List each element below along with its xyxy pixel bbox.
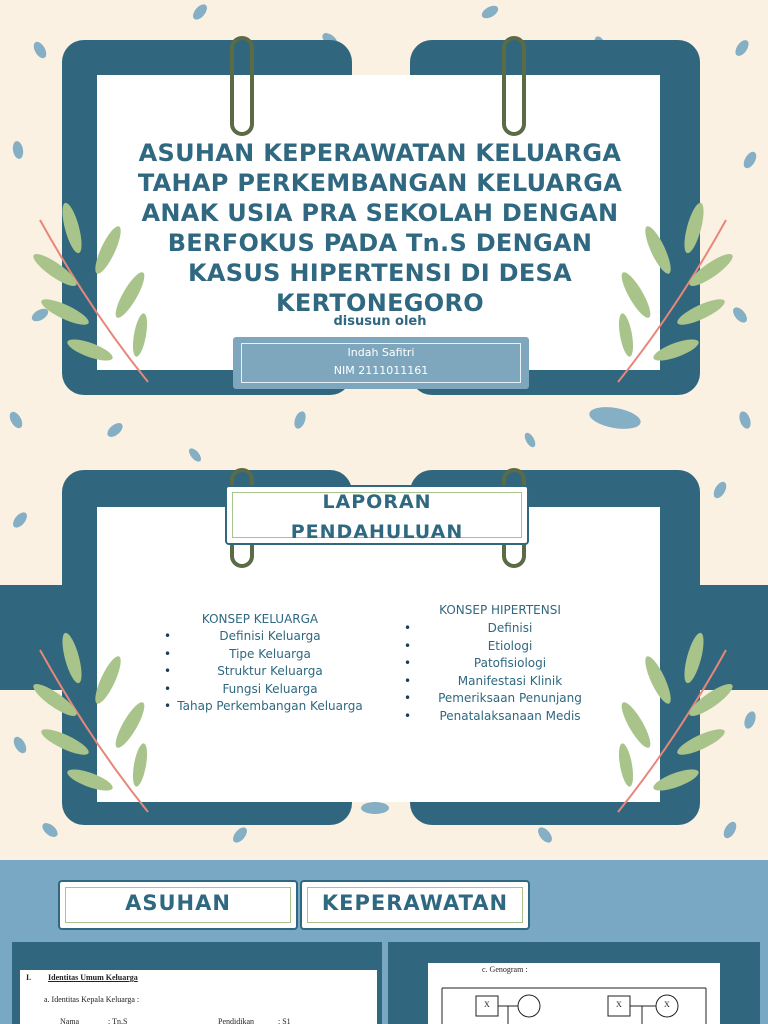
- left-column-list: [160, 628, 380, 716]
- intro-label-box: [225, 485, 529, 545]
- leaf-branch-right-icon: [606, 630, 736, 820]
- right-column-title: KONSEP HIPERTENSI: [439, 603, 561, 617]
- list-item: • Patofisiologi: [400, 655, 620, 673]
- list-item: • Tahap Perkembangan Keluarga: [160, 698, 380, 716]
- genogram-x-mark: X: [616, 1000, 622, 1009]
- care-label-left: ASUHAN: [58, 880, 298, 930]
- right-column-list: [400, 620, 620, 726]
- leaf-branch-left-icon: [30, 630, 160, 820]
- author-nim: NIM 2111011161: [333, 364, 429, 377]
- list-item: • Penatalaksanaan Medis: [400, 708, 620, 726]
- binder-ring-left: [230, 36, 254, 136]
- left-column-title: KONSEP KELUARGA: [201, 612, 319, 626]
- list-item: • Etiologi: [400, 638, 620, 656]
- intro-label-line2: PENDAHULUAN: [290, 521, 464, 543]
- list-item: • Definisi: [400, 620, 620, 638]
- list-item: • Fungsi Keluarga: [160, 681, 380, 699]
- intro-label-line1: LAPORAN: [322, 491, 432, 513]
- list-item: • Struktur Keluarga: [160, 663, 380, 681]
- binder-ring-right: [502, 36, 526, 136]
- leaf-branch-left-icon: [30, 200, 160, 390]
- list-item: • Pemeriksaan Penunjang: [400, 690, 620, 708]
- list-item: • Tipe Keluarga: [160, 646, 380, 664]
- genogram-x-mark: X: [484, 1000, 490, 1009]
- list-item: • Definisi Keluarga: [160, 628, 380, 646]
- author-box: [233, 337, 529, 389]
- document-page-left: I. Identitas Umum Keluarga a. Identitas Kepala Keluarga : Nama : Tn.S Pendidikan : S1: [20, 970, 377, 1024]
- list-item: • Manifestasi Klinik: [400, 673, 620, 691]
- leaf-branch-right-icon: [606, 200, 736, 390]
- cover-title: ASUHAN KEPERAWATAN KELUARGA TAHAP PERKEMBANGAN KELUARGA ANAK USIA PRA SEKOLAH DENGAN BERFOKUS PADA Tn.S DENGAN KASUS HIPERTENSI DI DESA KERTONEGORO: [137, 139, 623, 317]
- cover-subtitle: disusun oleh: [333, 314, 427, 329]
- genogram-x-mark: X: [664, 1000, 670, 1009]
- care-label-right: KEPERAWATAN: [300, 880, 530, 930]
- author-name: Indah Safitri: [347, 346, 415, 359]
- genogram-diagram: [428, 983, 720, 1024]
- document-page-right: c. Genogram : X X X: [428, 963, 720, 1024]
